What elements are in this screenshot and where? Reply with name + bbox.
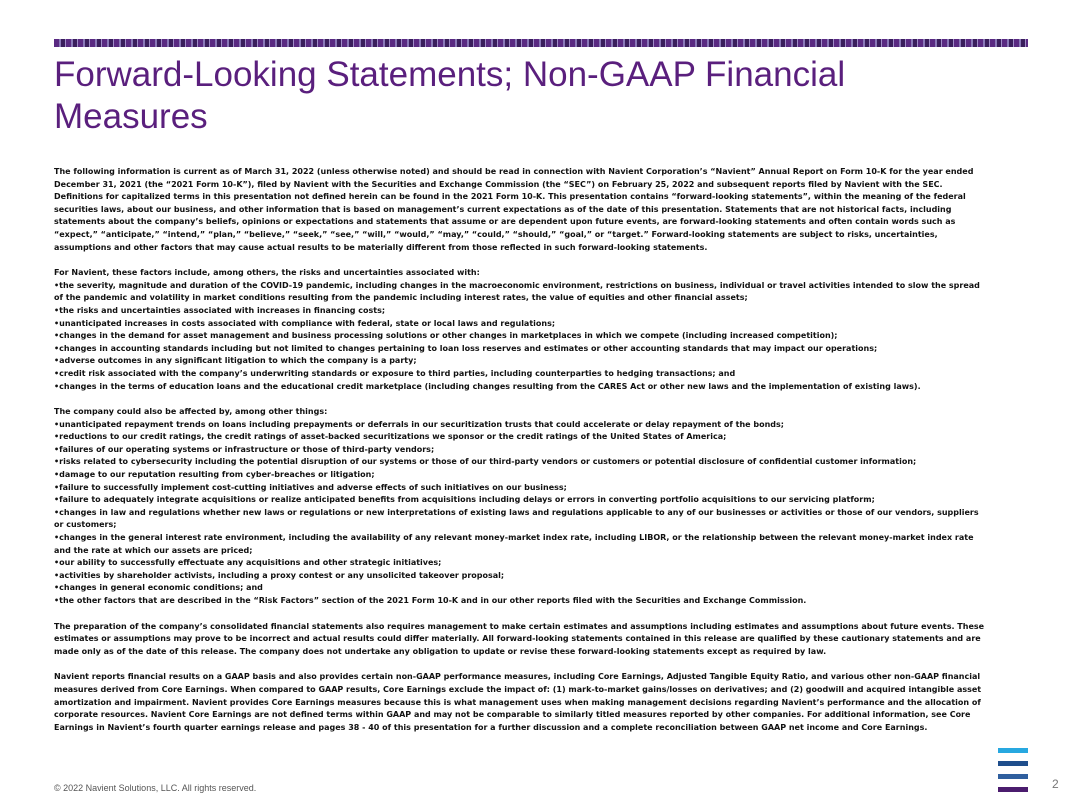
copyright-footer: © 2022 Navient Solutions, LLC. All rights reserved. [54, 783, 257, 793]
list-item: • damage to our reputation resulting from cyber-breaches or litigation; [54, 469, 986, 482]
list-item: • the other factors that are described in the “Risk Factors” section of the 2021 Form 10-K and in our other reports filed with the Securities and Exchange Commission. [54, 595, 986, 608]
list-item: • reductions to our credit ratings, the credit ratings of asset-backed securitizations we sponsor or the credit ratings of the United States of America; [54, 431, 986, 444]
list-item: • our ability to successfully effectuate any acquisitions and other strategic initiatives; [54, 557, 986, 570]
decorative-top-bar [54, 39, 1028, 47]
logo-stripe-purple [998, 787, 1028, 792]
list-item: • unanticipated increases in costs associated with compliance with federal, state or local laws and regulations; [54, 318, 986, 331]
list-item: • changes in the terms of education loans and the educational credit marketplace (including changes resulting from the CARES Act or other new laws and the implementation of existing laws). [54, 381, 986, 394]
intro-paragraph: The following information is current as of March 31, 2022 (unless otherwise noted) and should be read in connection with Navient Corporation’s “Navient” Annual Report on Form 10-K for the year ended December 31, 2021 (the “2021 Form 10-K”), filed by Navient with the Securities and Exchange Commission (the “SEC”) on February 25, 2022 and subsequent reports filed by Navient with the SEC. Definitions for capitalized terms in this presentation not defined herein can be found in the 2021 Form 10-K. This presentation contains “forward-looking statements”, within the meaning of the federal securities laws, about our business, and other information that is based on management’s current expectations as of the date of this presentation. Statements that are not historical facts, including statements about the company’s beliefs, opinions or expectations and statements that assume or are dependent upon future events, are forward-looking statements and often contain words such as “expect,” “anticipate,” “intend,” “plan,” “believe,” “seek,” “see,” “will,” “would,” “may,” “could,” “should,” “goal,” or “target.” Forward-looking statements are subject to risks, uncertainties, assumptions and other factors that may cause actual results to be materially different from those reflected in such forward-looking statements. [54, 167, 974, 252]
list-item: • activities by shareholder activists, including a proxy contest or any unsolicited takeover proposal; [54, 570, 986, 583]
preparation-paragraph: The preparation of the company’s consolidated financial statements also requires management to make certain estimates and assumptions including estimates and assumptions about future events. These estimates or assumptions may prove to be incorrect and actual results could differ materially. All forward-looking statements contained in this release are qualified by these cautionary statements and are made only as of the date of this release. The company does not undertake any obligation to update or revise these forward-looking statements except as required by law. [54, 621, 985, 656]
list-item: • unanticipated repayment trends on loans including prepayments or deferrals in our securitization trusts that could accelerate or delay repayment of the bonds; [54, 419, 986, 432]
list-item: • failures of our operating systems or infrastructure or those of third-party vendors; [54, 444, 986, 457]
list-item: • changes in general economic conditions; and [54, 582, 986, 595]
list-item: • changes in law and regulations whether new laws or regulations or new interpretations of existing laws and regulations applicable to any of our businesses or activities or those of our vendors, suppliers or customers; [54, 507, 986, 532]
factors-list [54, 280, 986, 393]
list-item: • risks related to cybersecurity including the potential disruption of our systems or those of our third-party vendors or customers or potential disclosure of confidential customer information; [54, 456, 986, 469]
non-gaap-paragraph: Navient reports financial results on a GAAP basis and also provides certain non-GAAP performance measures, including Core Earnings, Adjusted Tangible Equity Ratio, and various other non-GAAP financial measures derived from Core Earnings. When compared to GAAP results, Core Earnings exclude the impact of: (1) mark-to-market gains/losses on derivatives; and (2) goodwill and acquired intangible asset amortization and impairment. Navient provides Core Earnings measures because this is what management uses when making management decisions regarding Navient’s performance and the allocation of corporate resources. Navient Core Earnings are not defined terms within GAAP and may not be comparable to similarly titled measures reported by other companies. For additional information, see Core Earnings in Navient’s fourth quarter earnings release and pages 38 - 40 of this presentation for a further discussion and a complete reconciliation between GAAP net income and Core Earnings. [54, 672, 982, 732]
list-item: • credit risk associated with the company’s underwriting standards or exposure to third parties, including counterparties to hedging transactions; and [54, 368, 986, 381]
logo-stripe-dark-blue [998, 761, 1028, 766]
factors-heading: For Navient, these factors include, among others, the risks and uncertainties associated with: [54, 268, 480, 278]
logo-stripe-mid-blue [998, 774, 1028, 779]
list-item: • failure to successfully implement cost-cutting initiatives and adverse effects of such initiatives on our business; [54, 482, 986, 495]
list-item: • changes in the general interest rate environment, including the availability of any relevant money-market index rate, including LIBOR, or the relationship between the relevant money-market index rate and the rate at which our assets are priced; [54, 532, 986, 557]
logo-stripe-light-blue [998, 748, 1028, 753]
list-item: • the severity, magnitude and duration of the COVID-19 pandemic, including changes in the macroeconomic environment, restrictions on business, individual or travel activities intended to slow the spread of the pandemic and volatility in market conditions resulting from the pandemic including interest rates, the value of equities and other financial assets; [54, 280, 986, 305]
list-item: • changes in the demand for asset management and business processing solutions or other changes in marketplaces in which we compete (including increased competition); [54, 330, 986, 343]
affected-list [54, 419, 986, 608]
disclaimer-body [54, 166, 986, 734]
page-number: 2 [1052, 777, 1059, 791]
affected-heading: The company could also be affected by, among other things: [54, 407, 328, 417]
list-item: • adverse outcomes in any significant litigation to which the company is a party; [54, 355, 986, 368]
slide-title: Forward-Looking Statements; Non-GAAP Financial Measures [54, 55, 846, 136]
list-item: • the risks and uncertainties associated with increases in financing costs; [54, 305, 986, 318]
list-item: • failure to adequately integrate acquisitions or realize anticipated benefits from acquisitions including delays or errors in converting portfolio acquisitions to our servicing platform; [54, 494, 986, 507]
navient-stripes-logo-icon [998, 748, 1028, 792]
list-item: • changes in accounting standards including but not limited to changes pertaining to loan loss reserves and estimates or other accounting standards that may impact our operations; [54, 343, 986, 356]
